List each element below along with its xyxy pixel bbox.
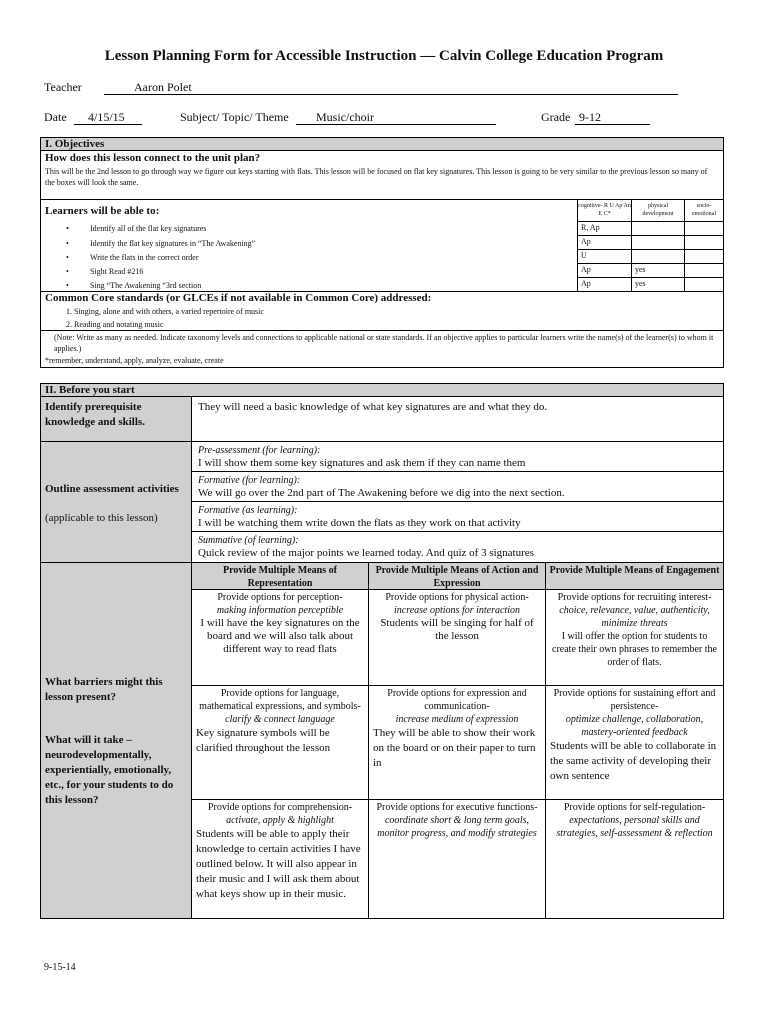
objective-text: Sing “The Awakening “3rd section (90, 281, 202, 290)
objectives-section-header: I. Objectives (40, 137, 724, 151)
objective-physical[interactable] (631, 235, 685, 250)
udl-language-cell[interactable]: Provide options for language, mathematical expressions, and symbols- clarify & connect language Key signature symbols will be clarified throughout the lesson (191, 685, 369, 800)
objective-socio[interactable] (684, 249, 724, 264)
learners-label: Learners will be able to: (45, 205, 160, 217)
objective-cognitive[interactable]: R, Ap (577, 221, 632, 236)
grade-value: 9-12 (579, 110, 601, 124)
teacher-field[interactable] (104, 80, 678, 95)
udl-perception-cell[interactable]: Provide options for perception- making information perceptible I will have the key signatures on the board and we will also talk about different way to read flats (191, 589, 369, 686)
objective-text: Identify all of the flat key signatures (90, 224, 207, 233)
objective-physical[interactable] (631, 249, 685, 264)
objective-cognitive[interactable]: Ap (577, 277, 632, 292)
prereq-value: They will need a basic knowledge of what key signatures are and what they do. (198, 401, 548, 413)
prereq-value-cell[interactable] (191, 396, 724, 442)
col-header-socio: socio-emotional (684, 199, 724, 222)
objective-physical[interactable] (631, 221, 685, 236)
grade-field[interactable] (575, 110, 650, 125)
objective-text: Sight Read #216 (90, 267, 144, 276)
udl-expression-cell[interactable]: Provide options for expression and communication- increase medium of expression They will be able to show their work on the board or on their paper to turn in (368, 685, 546, 800)
objective-cognitive[interactable]: Ap (577, 235, 632, 250)
teacher-value: Aaron Polet (134, 80, 192, 94)
assessment-sub: (applicable to this lesson) (45, 512, 158, 524)
date-field[interactable] (74, 110, 142, 125)
objective-physical[interactable]: yes (631, 263, 685, 278)
udl-header-action: Provide Multiple Means of Action and Expression (368, 562, 546, 590)
prereq-label-cell (40, 396, 192, 442)
teacher-label: Teacher (44, 80, 82, 94)
assessment-summative[interactable]: Summative (of learning): Quick review of the major points we learned today. And quiz of 3 signatures (191, 531, 724, 563)
take-question: What will it take – neurodevelopmentally, experientially, emotionally, etc., for your students to do this lesson? (45, 734, 174, 806)
assessment-label: Outline assessment activities (45, 483, 179, 495)
assessment-formative-for[interactable]: Formative (for learning): We will go over the 2nd part of The Awakening before we dig into the next section. (191, 471, 724, 502)
divider (40, 330, 724, 331)
objective-cognitive[interactable]: Ap (577, 263, 632, 278)
objectives-note: (Note: Write as many as needed. Indicate taxonomy levels and connections to applicable national or state standards. If an objective applies to particular learners write the name(s) of the learner(s) to whom it applies.) (54, 333, 714, 353)
udl-self-regulation-cell[interactable]: Provide options for self-regulation- expectations, personal skills and strategies, self-assessment & reflection (545, 799, 724, 919)
udl-header-representation: Provide Multiple Means of Representation (191, 562, 369, 590)
form-title: Lesson Planning Form for Accessible Instruction — Calvin College Education Program (104, 48, 664, 64)
col-header-physical: physical development (631, 199, 685, 222)
objective-physical[interactable]: yes (631, 277, 685, 292)
common-core-item: 1. Singing, alone and with others, a varied repertoire of music (66, 307, 264, 316)
udl-comprehension-cell[interactable]: Provide options for comprehension- activate, apply & highlight Students will be able to apply their knowledge to certain activities I have outlined below. It will also appear in their music and I will ask them about what keys show up in their music. (191, 799, 369, 919)
udl-physical-action-cell[interactable]: Provide options for physical action- increase options for interaction Students will be singing for half of the lesson (368, 589, 546, 686)
objective-text: Write the flats in the correct order (90, 253, 199, 262)
taxonomy-footnote: *remember, understand, apply, analyze, evaluate, create (45, 356, 224, 365)
udl-executive-functions-cell[interactable]: Provide options for executive functions- coordinate short & long term goals, monitor progress, and modify strategies (368, 799, 546, 919)
objective-socio[interactable] (684, 221, 724, 236)
udl-sustaining-effort-cell[interactable]: Provide options for sustaining effort and persistence- optimize challenge, collaboration, mastery-oriented feedback Students will be able to collaborate in the same activity of developing their own sentence (545, 685, 724, 800)
udl-recruiting-interest-cell[interactable]: Provide options for recruiting interest- choice, relevance, value, authenticity, minimize threats I will offer the option for students to create their own phrases to remember the order of flats. (545, 589, 724, 686)
assessment-pre[interactable]: Pre-assessment (for learning): I will show them some key signatures and ask them if they can name them (191, 441, 724, 472)
objective-text: Identify the flat key signatures in “The Awakening” (90, 239, 256, 248)
date-label: Date (44, 110, 67, 124)
common-core-label: Common Core standards (or GLCEs if not available in Common Core) addressed: (45, 292, 432, 304)
barriers-label-cell (40, 562, 192, 919)
unit-connection-question: How does this lesson connect to the unit plan? (45, 152, 261, 164)
subject-value: Music/choir (316, 110, 374, 124)
common-core-item: 2. Reading and notating music (66, 320, 164, 329)
unit-connection-answer: This will be the 2nd lesson to go through way we figure out keys starting with flats. This lesson will be focused on flat key signatures. This lesson is going to be very similar to the previous lesson so many of the boxes will look the same. (45, 167, 708, 187)
before-section-header: II. Before you start (40, 383, 724, 397)
udl-header-engagement: Provide Multiple Means of Engagement (545, 562, 724, 590)
subject-label: Subject/ Topic/ Theme (180, 110, 289, 124)
assessment-label-cell (40, 441, 192, 563)
objective-socio[interactable] (684, 277, 724, 292)
objective-socio[interactable] (684, 235, 724, 250)
grade-label: Grade (541, 110, 571, 124)
objective-socio[interactable] (684, 263, 724, 278)
col-header-cognitive: cognitive- R U Ap An E C* (577, 199, 632, 222)
subject-field[interactable] (296, 110, 496, 125)
page-footer-date: 9-15-14 (44, 962, 76, 973)
assessment-formative-as[interactable]: Formative (as learning): I will be watching them write down the flats as they work on that activity (191, 501, 724, 532)
barriers-question: What barriers might this lesson present? (45, 676, 163, 703)
objective-cognitive[interactable]: U (577, 249, 632, 264)
prereq-label: Identify prerequisite knowledge and skills. (45, 401, 145, 428)
date-value: 4/15/15 (88, 110, 125, 124)
